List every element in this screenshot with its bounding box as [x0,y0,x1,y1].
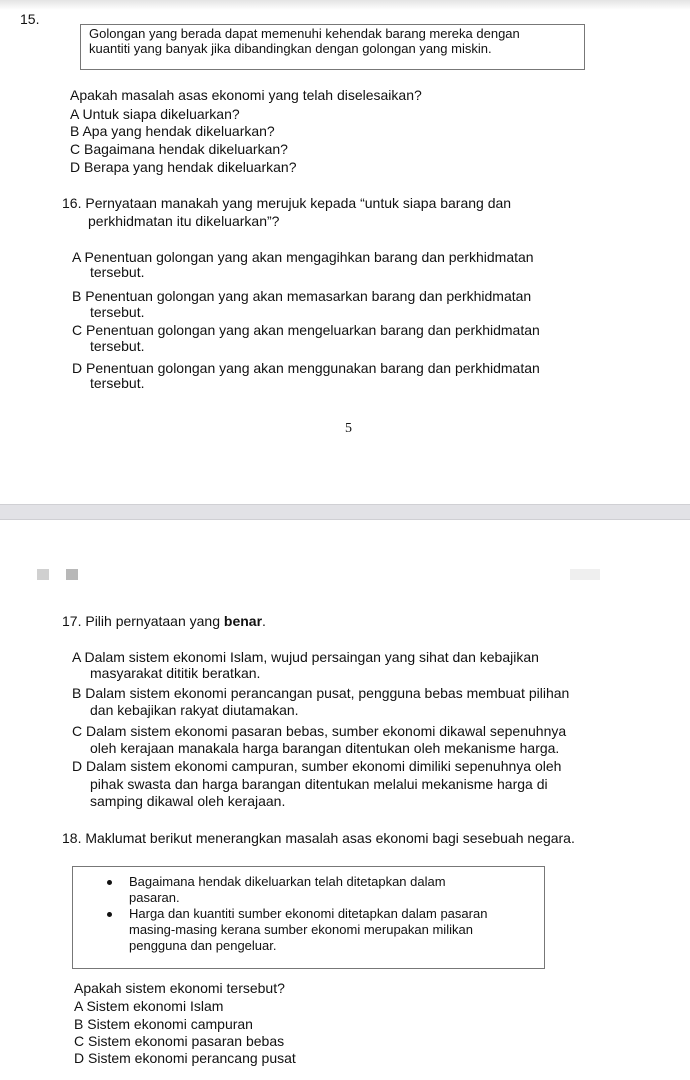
q17-stem-bold: benar [223,613,263,629]
q15-option-b[interactable]: B Apa yang hendak dikeluarkan? [70,123,275,139]
q15-option-d[interactable]: D Berapa yang hendak dikeluarkan? [70,159,297,175]
q18-option-c[interactable]: C Sistem ekonomi pasaran bebas [74,1033,285,1049]
q16-option-b-cont[interactable]: tersebut. [90,304,145,320]
q18-bullet-line: masing-masing kerana sumber ekonomi merupakan milikan [129,922,473,937]
q18-bullet-line: Harga dan kuantiti sumber ekonomi ditetapkan dalam pasaran [129,906,488,921]
q17-option-c[interactable]: C Dalam sistem ekonomi pasaran bebas, sumber ekonomi dikawal sepenuhnya [72,723,567,739]
q15-box-line: Golongan yang berada dapat memenuhi kehendak barang mereka dengan [89,26,520,41]
q18-option-a[interactable]: A Sistem ekonomi Islam [74,998,224,1014]
q15-number: 15. [20,11,40,27]
q16-option-d-cont[interactable]: tersebut. [90,375,145,391]
q16-option-b[interactable]: B Penentuan golongan yang akan memasarkan barang dan perkhidmatan [72,288,532,304]
q18-option-b[interactable]: B Sistem ekonomi campuran [74,1016,253,1032]
q18-stem: 18. Maklumat berikut menerangkan masalah asas ekonomi bagi sesebuah negara. [62,830,575,846]
top-shadow [0,0,690,10]
page-break [0,504,690,520]
q17-option-b-cont[interactable]: dan kebajikan rakyat diutamakan. [90,702,299,718]
q18-option-d[interactable]: D Sistem ekonomi perancang pusat [74,1050,296,1066]
q17-option-c-cont[interactable]: oleh kerajaan manakala harga barangan ditentukan oleh mekanisme harga. [90,740,560,756]
q18-bullet-line: Bagaimana hendak dikeluarkan telah ditetapkan dalam [129,874,446,889]
q17-option-a[interactable]: A Dalam sistem ekonomi Islam, wujud persaingan yang sihat dan kebajikan [72,649,539,665]
bullet-icon [107,912,112,917]
q16-option-a[interactable]: A Penentuan golongan yang akan mengagihkan barang dan perkhidmatan [72,249,534,265]
q15-option-c[interactable]: C Bagaimana hendak dikeluarkan? [70,141,288,157]
bullet-icon [107,880,112,885]
q15-option-a[interactable]: A Untuk siapa dikeluarkan? [70,106,240,122]
q17-option-d-cont[interactable]: pihak swasta dan harga barangan ditentukan melalui mekanisme harga di [90,776,548,792]
q17-stem-suffix: . [262,613,266,629]
q15-box-line: kuantiti yang banyak jika dibandingkan dengan golongan yang miskin. [89,41,492,56]
q16-stem: perkhidmatan itu dikeluarkan”? [88,213,280,229]
q17-option-b[interactable]: B Dalam sistem ekonomi perancangan pusat, pengguna bebas membuat pilihan [72,685,570,701]
q16-option-c-cont[interactable]: tersebut. [90,338,145,354]
q16-option-a-cont[interactable]: tersebut. [90,264,145,280]
q15-question: Apakah masalah asas ekonomi yang telah diselesaikan? [70,87,422,103]
q17-option-d-cont[interactable]: samping dikawal oleh kerajaan. [90,793,286,809]
q17-option-a-cont[interactable]: masyarakat dititik beratkan. [90,665,261,681]
q16-option-c[interactable]: C Penentuan golongan yang akan mengeluarkan barang dan perkhidmatan [72,322,540,338]
q18-bullet-line: pengguna dan pengeluar. [129,938,277,953]
q16-option-d[interactable]: D Penentuan golongan yang akan menggunakan barang dan perkhidmatan [72,360,540,376]
scan-mark [66,569,78,580]
q18-question: Apakah sistem ekonomi tersebut? [74,980,285,996]
scan-mark [570,569,600,580]
q18-bullet-line: pasaran. [129,890,180,905]
page-number: 5 [345,421,352,436]
scan-mark [37,569,49,580]
q17-stem [62,613,266,629]
q17-stem-prefix: 17. Pilih pernyataan yang [62,613,224,629]
q16-stem: 16. Pernyataan manakah yang merujuk kepada “untuk siapa barang dan [62,195,512,211]
q17-option-d[interactable]: D Dalam sistem ekonomi campuran, sumber ekonomi dimiliki sepenuhnya oleh [72,758,562,774]
